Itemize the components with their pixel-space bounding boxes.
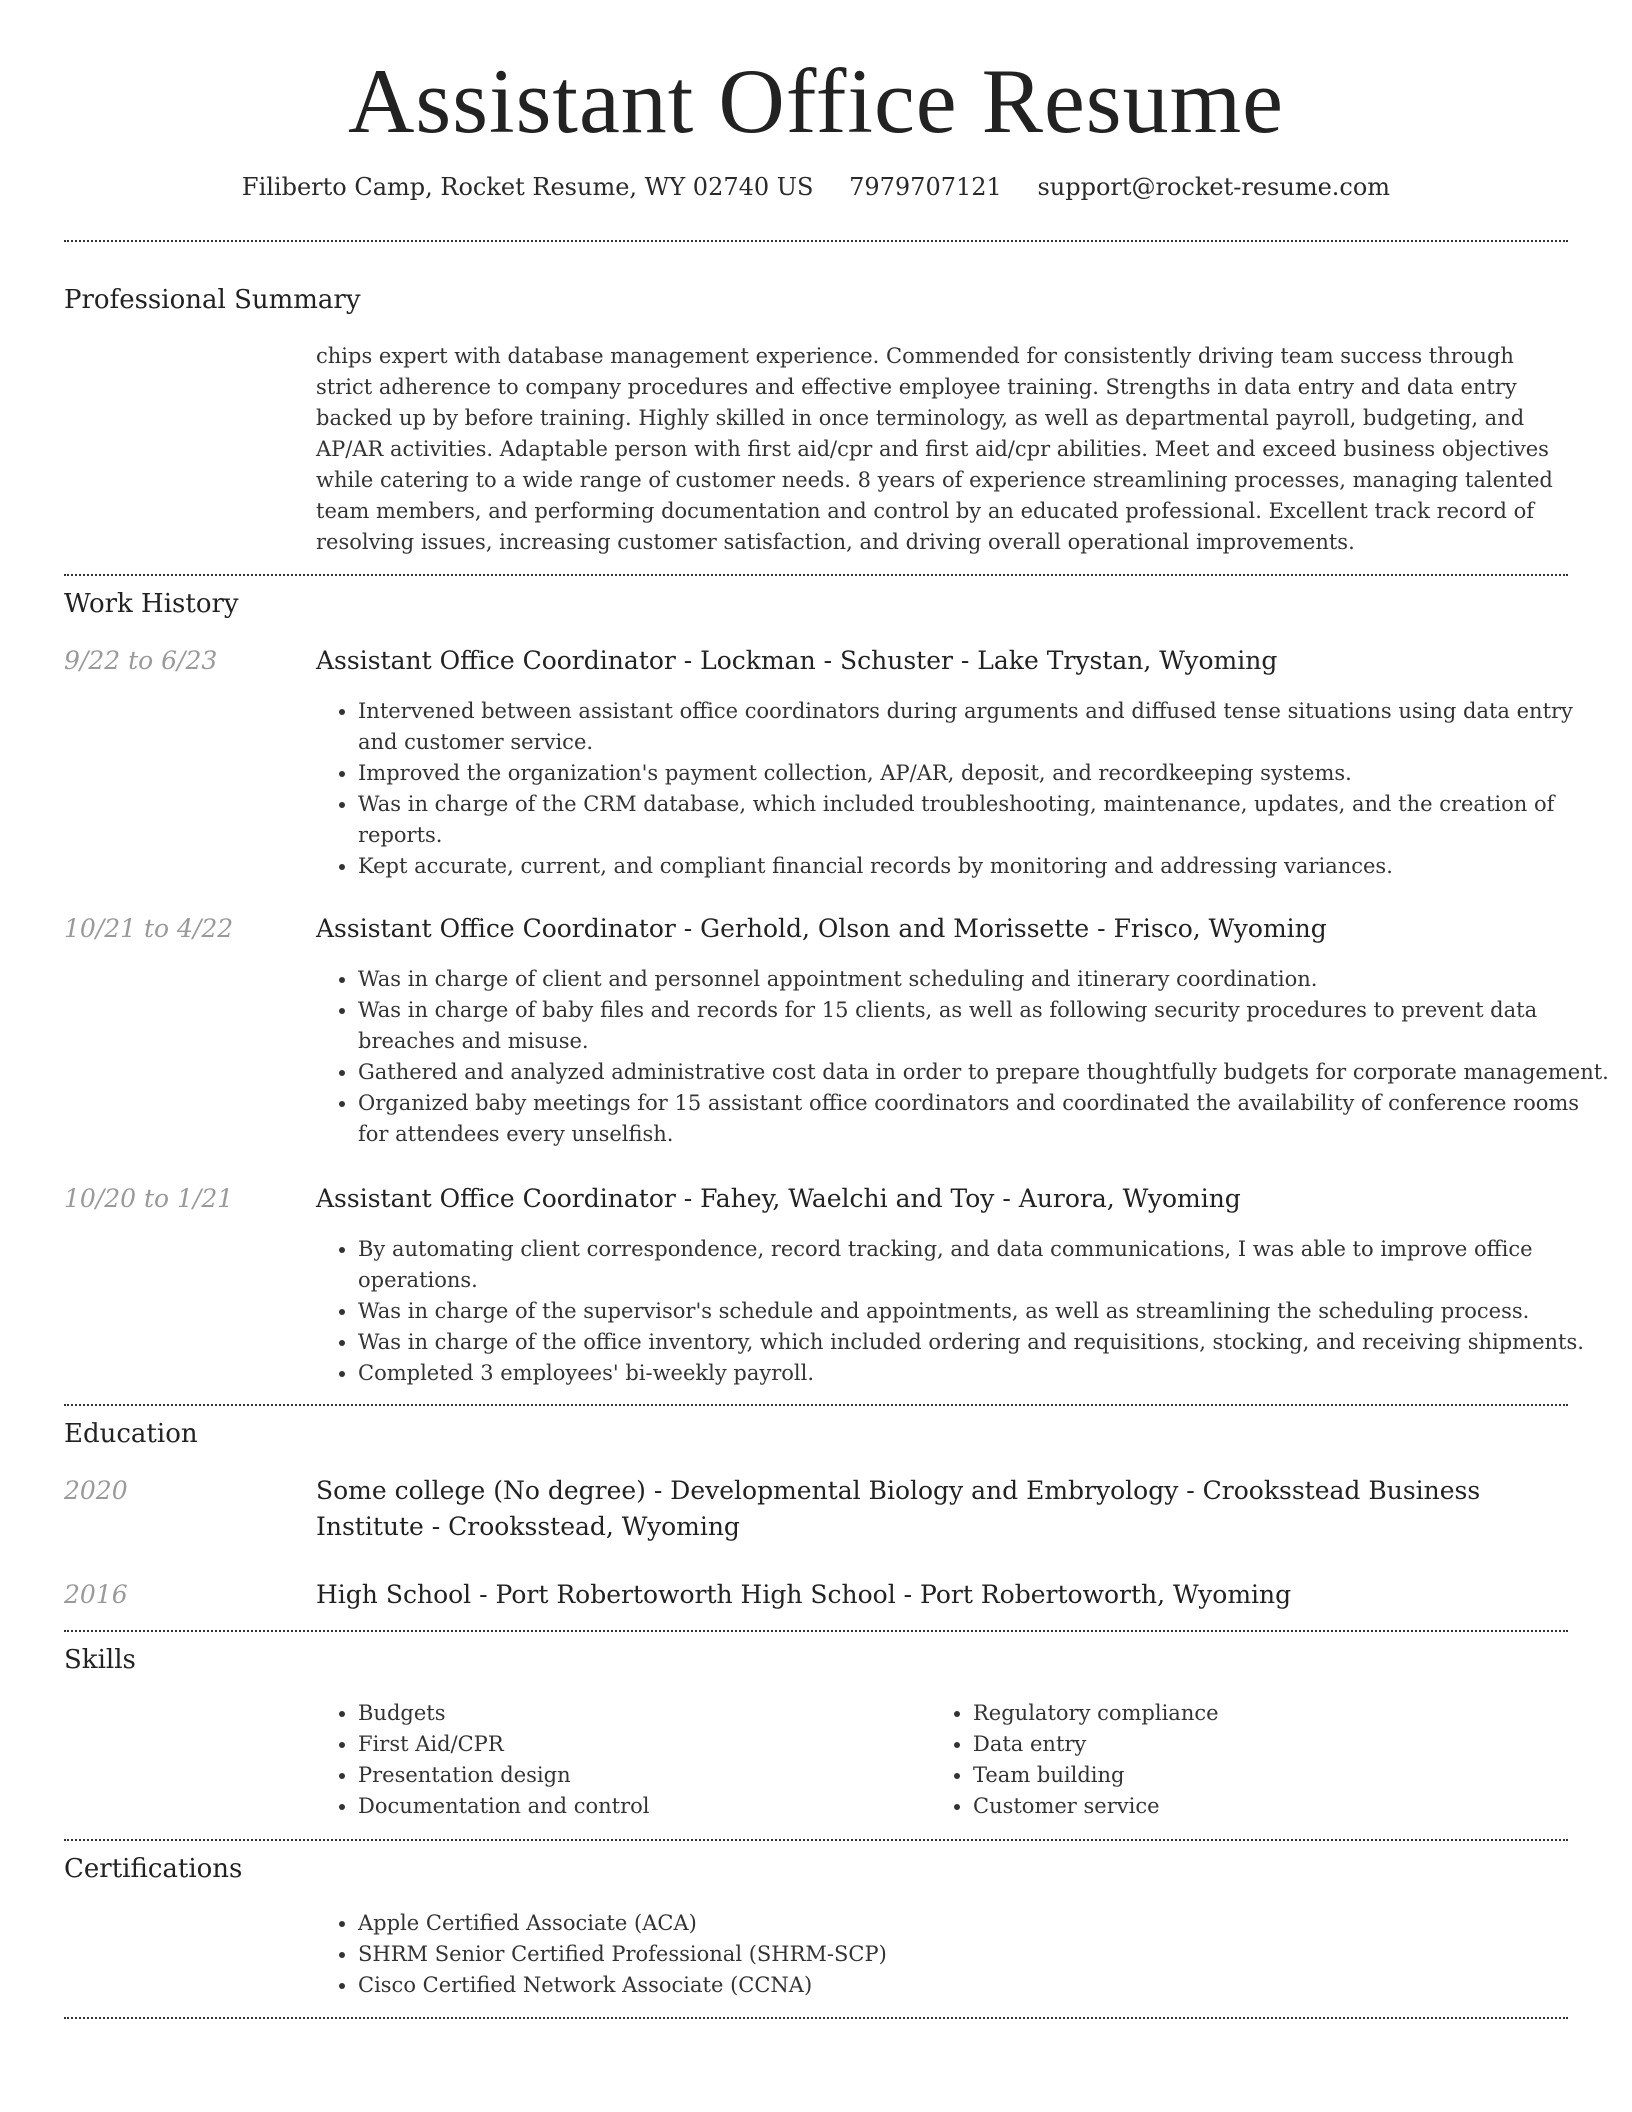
certifications-list [314, 1908, 1612, 2001]
divider [64, 2017, 1568, 2019]
education-year: 2020 [64, 1476, 128, 1505]
skills-list-right [929, 1698, 1573, 1822]
education-entry: Some college (No degree) - Developmental Biology and Embryology - Crooksstead Business Institute - Crooksstead, Wyoming [316, 1476, 1481, 1541]
list-item: • Team building [973, 1760, 1573, 1791]
list-item: • First Aid/CPR [358, 1729, 918, 1760]
list-item: • Organized baby meetings for 15 assistant office coordinators and coordinated the availability of conference rooms for attendees every unselfish. [358, 1088, 1612, 1150]
list-item: • Apple Certified Associate (ACA) [358, 1908, 1612, 1939]
section-title-work: Work History [64, 589, 239, 619]
list-item: • SHRM Senior Certified Professional (SHRM-SCP) [358, 1939, 1612, 1970]
list-item: • Customer service [973, 1791, 1573, 1822]
list-item: • Data entry [973, 1729, 1573, 1760]
job-heading: Assistant Office Coordinator - Gerhold, Olson and Morissette - Frisco, Wyoming [316, 914, 1327, 943]
list-item: • Was in charge of the CRM database, which included troubleshooting, maintenance, updates, and the creation of reports. [358, 789, 1612, 851]
divider [64, 1839, 1568, 1841]
list-item: • Budgets [358, 1698, 918, 1729]
job-bullets [314, 696, 1612, 882]
contact-line [0, 172, 1632, 202]
section-title-certifications: Certifications [64, 1854, 243, 1884]
phone: 7979707121 [849, 173, 1002, 201]
list-item: • Gathered and analyzed administrative cost data in order to prepare thoughtfully budgets for corporate management. [358, 1057, 1612, 1088]
email: support@rocket-resume.com [1037, 173, 1391, 201]
list-item: • Regulatory compliance [973, 1698, 1573, 1729]
divider [64, 1630, 1568, 1632]
skills-list-left [314, 1698, 918, 1822]
summary-text: chips expert with database management experience. Commended for consistently driving team success through strict adherence to company procedures and effective employee training. Strengths in data entry and data entry backed up by before training. Highly skilled in once terminology, as well as departmental payroll, budgeting, and AP/AR activities. Adaptable person with first aid/cpr and first aid/cpr abilities. Meet and exceed business objectives while catering to a wide range of customer needs. 8 years of experience streamlining processes, managing talented team members, and performing documentation and control by an educated professional. Excellent track record of resolving issues, increasing customer satisfaction, and driving overall operational improvements. [316, 344, 1553, 554]
list-item: • Cisco Certified Network Associate (CCNA) [358, 1970, 1612, 2001]
job-dates: 10/21 to 4/22 [64, 914, 234, 943]
section-title-summary: Professional Summary [64, 285, 361, 315]
list-item: • Was in charge of client and personnel appointment scheduling and itinerary coordination. [358, 964, 1612, 995]
job-heading: Assistant Office Coordinator - Fahey, Waelchi and Toy - Aurora, Wyoming [316, 1184, 1241, 1213]
divider [64, 240, 1568, 242]
list-item: • Documentation and control [358, 1791, 918, 1822]
list-item: • Was in charge of baby files and records for 15 clients, as well as following security procedures to prevent data breaches and misuse. [358, 995, 1612, 1057]
job-bullets [314, 1234, 1612, 1389]
job-dates: 9/22 to 6/23 [64, 646, 218, 675]
divider [64, 1404, 1568, 1406]
list-item: • Improved the organization's payment collection, AP/AR, deposit, and recordkeeping systems. [358, 758, 1612, 789]
list-item: • Presentation design [358, 1760, 918, 1791]
education-entry: High School - Port Robertoworth High School - Port Robertoworth, Wyoming [316, 1580, 1292, 1609]
job-bullets [314, 964, 1612, 1150]
list-item: • Kept accurate, current, and compliant financial records by monitoring and addressing variances. [358, 851, 1612, 882]
divider [64, 574, 1568, 576]
list-item: • Intervened between assistant office coordinators during arguments and diffused tense situations using data entry and customer service. [358, 696, 1612, 758]
section-title-skills: Skills [64, 1645, 136, 1675]
list-item: • Was in charge of the supervisor's schedule and appointments, as well as streamlining the scheduling process. [358, 1296, 1612, 1327]
job-heading: Assistant Office Coordinator - Lockman - Schuster - Lake Trystan, Wyoming [316, 646, 1278, 675]
address: Filiberto Camp, Rocket Resume, WY 02740 US [241, 173, 814, 201]
job-dates: 10/20 to 1/21 [64, 1184, 234, 1213]
list-item: • By automating client correspondence, record tracking, and data communications, I was able to improve office operations. [358, 1234, 1612, 1296]
list-item: • Was in charge of the office inventory, which included ordering and requisitions, stocking, and receiving shipments. [358, 1327, 1612, 1358]
section-title-education: Education [64, 1419, 198, 1449]
education-year: 2016 [64, 1580, 128, 1609]
list-item: • Completed 3 employees' bi-weekly payroll. [358, 1358, 1612, 1389]
resume-title: Assistant Office Resume [347, 50, 1285, 152]
